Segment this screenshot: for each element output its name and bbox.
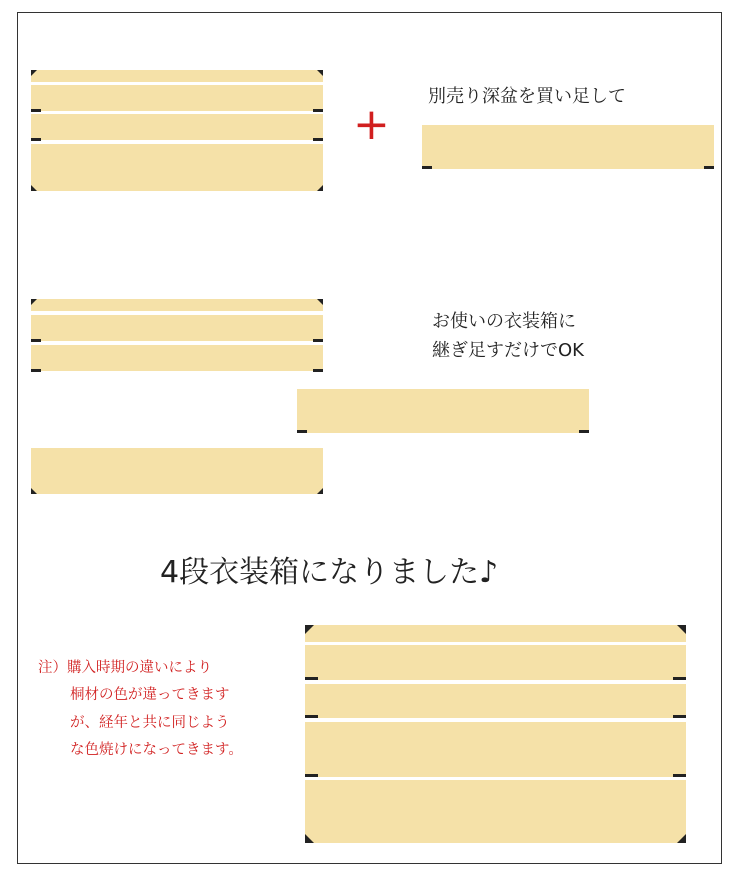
drawer bbox=[31, 299, 323, 311]
note-line-2: 桐材の色が違ってきます bbox=[70, 687, 230, 703]
drawer bbox=[31, 345, 323, 371]
corner-fitting-icon bbox=[31, 488, 37, 494]
drawer bbox=[305, 625, 686, 642]
corner-fitting-icon bbox=[677, 834, 686, 843]
side-handle-icon bbox=[31, 369, 41, 372]
side-handle-icon bbox=[579, 430, 589, 433]
side-handle-icon bbox=[31, 339, 41, 342]
reuse-label-line2: 継ぎ足すだけでOK bbox=[432, 340, 584, 361]
side-handle-icon bbox=[313, 339, 323, 342]
corner-fitting-icon bbox=[31, 70, 37, 76]
corner-fitting-icon bbox=[317, 185, 323, 191]
corner-fitting-icon bbox=[317, 299, 323, 305]
corner-fitting-icon bbox=[305, 834, 314, 843]
side-handle-icon bbox=[704, 166, 714, 169]
corner-fitting-icon bbox=[31, 299, 37, 305]
drawer bbox=[305, 780, 686, 843]
corner-fitting-icon bbox=[677, 625, 686, 634]
side-handle-icon bbox=[31, 109, 41, 112]
side-handle-icon bbox=[305, 715, 318, 718]
drawer bbox=[31, 114, 323, 140]
side-handle-icon bbox=[305, 774, 318, 777]
side-handle-icon bbox=[297, 430, 307, 433]
drawer bbox=[297, 389, 589, 433]
drawer bbox=[305, 722, 686, 777]
side-handle-icon bbox=[673, 774, 686, 777]
side-handle-icon bbox=[313, 138, 323, 141]
drawer bbox=[305, 645, 686, 680]
corner-fitting-icon bbox=[305, 625, 314, 634]
note-line-4: な色焼けになってきます。 bbox=[70, 742, 243, 758]
reuse-label-line1: お使いの衣装箱に bbox=[432, 311, 576, 332]
side-handle-icon bbox=[305, 677, 318, 680]
drawer bbox=[31, 448, 323, 494]
drawer bbox=[422, 125, 714, 169]
note-line-1: 注）購入時期の違いにより bbox=[38, 660, 212, 676]
side-handle-icon bbox=[313, 109, 323, 112]
side-handle-icon bbox=[422, 166, 432, 169]
drawer bbox=[31, 70, 323, 82]
side-handle-icon bbox=[673, 715, 686, 718]
drawer bbox=[31, 85, 323, 111]
plus-sign: + bbox=[353, 99, 390, 150]
corner-fitting-icon bbox=[31, 185, 37, 191]
drawer bbox=[31, 144, 323, 191]
side-handle-icon bbox=[313, 369, 323, 372]
drawer bbox=[305, 684, 686, 718]
corner-fitting-icon bbox=[317, 488, 323, 494]
result-headline: 4段衣装箱になりました♪ bbox=[160, 555, 499, 590]
buy-extra-label: 別売り深盆を買い足して bbox=[428, 86, 626, 107]
note-line-3: が、経年と共に同じよう bbox=[70, 715, 230, 731]
side-handle-icon bbox=[673, 677, 686, 680]
drawer bbox=[31, 315, 323, 341]
side-handle-icon bbox=[31, 138, 41, 141]
corner-fitting-icon bbox=[317, 70, 323, 76]
